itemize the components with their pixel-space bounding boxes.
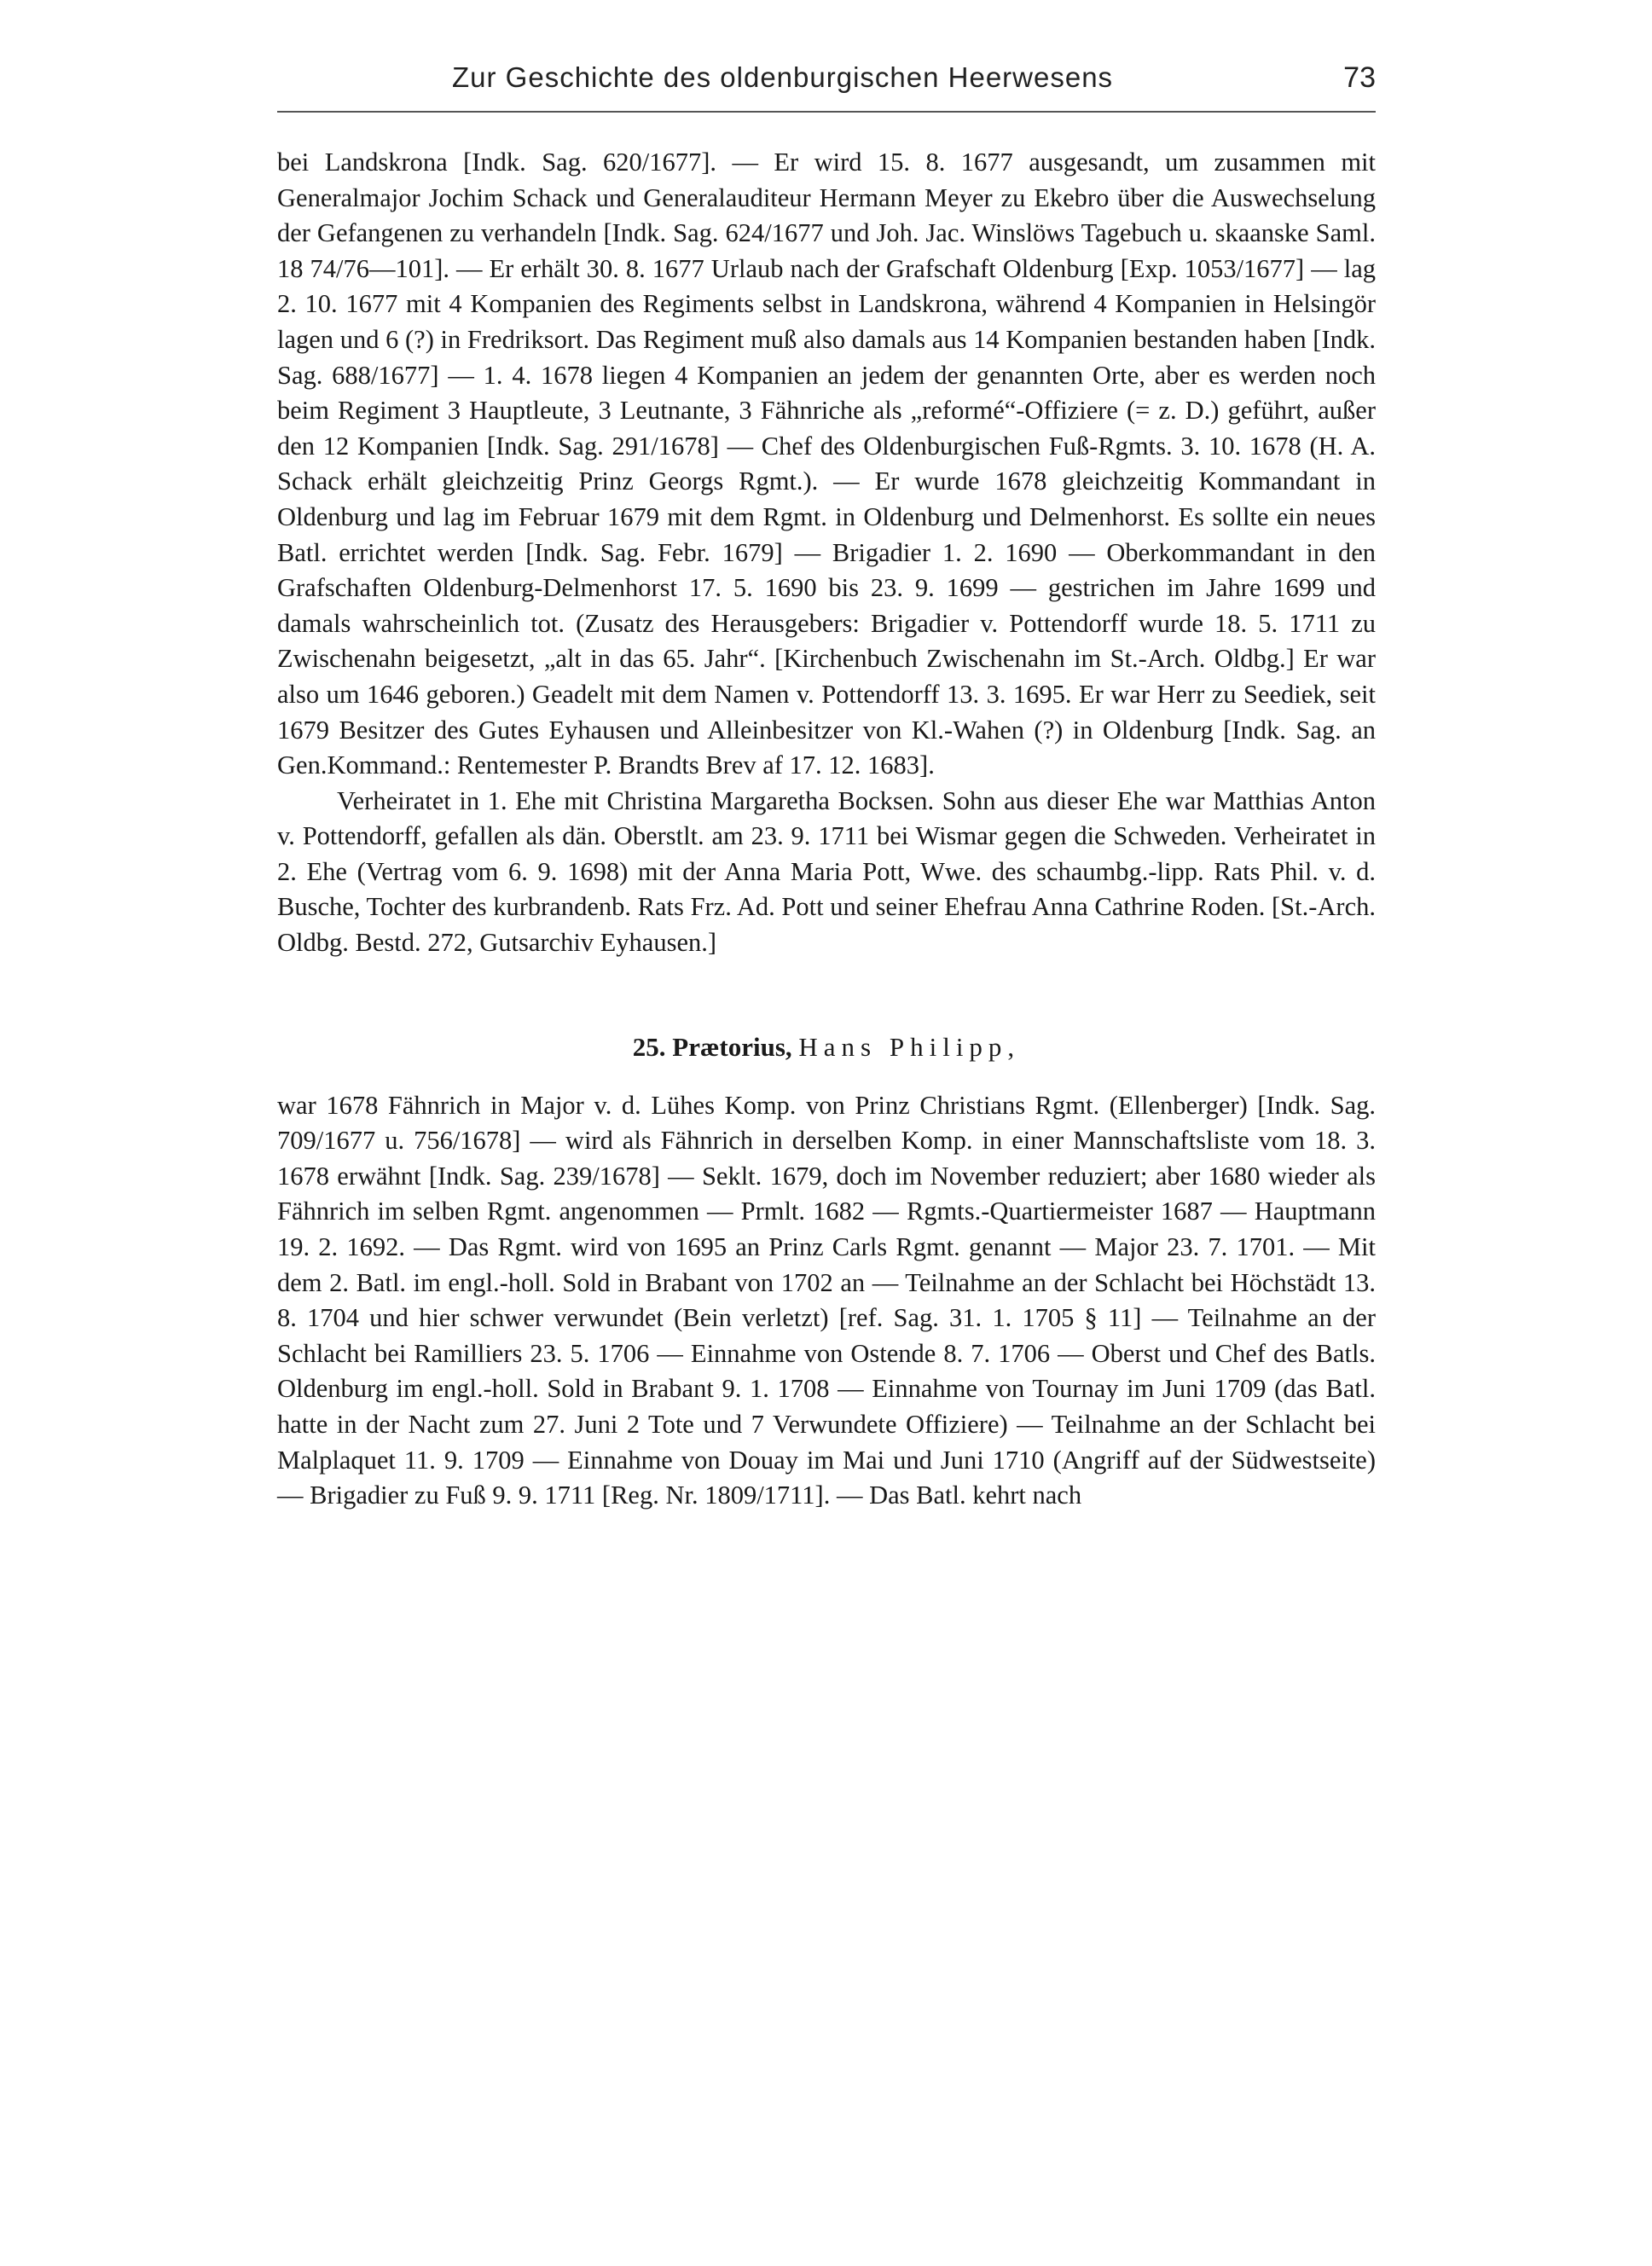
running-title: Zur Geschichte des oldenburgischen Heerwesens bbox=[452, 61, 1114, 93]
section-heading-name: 25. Prætorius, bbox=[632, 1031, 792, 1062]
document-page bbox=[277, 51, 1376, 1514]
running-header bbox=[277, 51, 1376, 113]
paragraph-praetorius-career: war 1678 Fähnrich in Major v. d. Lühes Komp. von Prinz Christians Rgmt. (Ellenberger) [Indk. Sag. 709/1677 u. 756/1678] — wird als Fähnrich in derselben Komp. in einer Mannschaftsliste vom 18. 3. 1678 erwähnt [Indk. Sag. 239/1678] — Seklt. 1679, doch im November reduziert; aber 1680 wieder als Fähnrich im selben Rgmt. angenommen — Prmlt. 1682 — Rgmts.-Quartiermeister 1687 — Hauptmann 19. 2. 1692. — Das Rgmt. wird von 1695 an Prinz Carls Rgmt. genannt — Major 23. 7. 1701. — Mit dem 2. Batl. im engl.-holl. Sold in Brabant von 1702 an — Teilnahme an der Schlacht bei Höchstädt 13. 8. 1704 und hier schwer verwundet (Bein verletzt) [ref. Sag. 31. 1. 1705 § 11] — Teilnahme an der Schlacht bei Ramilliers 23. 5. 1706 — Einnahme von Ostende 8. 7. 1706 — Oberst und Chef des Batls. Oldenburg im engl.-holl. Sold in Brabant 9. 1. 1708 — Einnahme von Tournay im Juni 1709 (das Batl. hatte in der Nacht zum 27. Juni 2 Tote und 7 Verwundete Offiziere) — Teilnahme an der Schlacht bei Malplaquet 11. 9. 1709 — Einnahme von Douay im Mai und Juni 1710 (Angriff auf der Südwestseite) — Brigadier zu Fuß 9. 9. 1711 [Reg. Nr. 1809/1711]. — Das Batl. kehrt nach bbox=[277, 1090, 1376, 1510]
page-number: 73 bbox=[1343, 61, 1376, 94]
section-heading-given-names: Hans Philipp, bbox=[798, 1031, 1021, 1062]
paragraph-pottendorff-career: bei Landskrona [Indk. Sag. 620/1677]. — Er wird 15. 8. 1677 ausgesandt, um zusammen mit Generalmajor Jochim Schack und Generalauditeur Hermann Meyer zu Ekebro über die Auswechselung der Gefangenen zu verhandeln [Indk. Sag. 624/1677 und Joh. Jac. Winslöws Tagebuch u. skaanske Saml. 18 74/76—101]. — Er erhält 30. 8. 1677 Urlaub nach der Grafschaft Oldenburg [Exp. 1053/1677] — lag 2. 10. 1677 mit 4 Kompanien des Regiments selbst in Landskrona, während 4 Kompanien in Helsingör lagen und 6 (?) in Fredriksort. Das Regiment muß also damals aus 14 Kompanien bestanden haben [Indk. Sag. 688/1677] — 1. 4. 1678 liegen 4 Kompanien an jedem der genannten Orte, aber es werden noch beim Regiment 3 Hauptleute, 3 Leutnante, 3 Fähnriche als „reformé“-Offiziere (= z. D.) geführt, außer den 12 Kompanien [Indk. Sag. 291/1678] — Chef des Oldenburgischen Fuß-Rgmts. 3. 10. 1678 (H. A. Schack erhält gleichzeitig Prinz Georgs Rgmt.). — Er wurde 1678 gleichzeitig Kommandant in Oldenburg und lag im Februar 1679 mit dem Rgmt. in Oldenburg und Delmenhorst. Es sollte ein neues Batl. errichtet werden [Indk. Sag. Febr. 1679] — Brigadier 1. 2. 1690 — Oberkommandant in den Grafschaften Oldenburg-Delmenhorst 17. 5. 1690 bis 23. 9. 1699 — gestrichen im Jahre 1699 und damals wahrscheinlich tot. (Zusatz des Herausgebers: Brigadier v. Pottendorff wurde 18. 5. 1711 zu Zwischenahn beigesetzt, „alt in das 65. Jahr“. [Kirchenbuch Zwischenahn im St.-Arch. Oldbg.] Er war also um 1646 geboren.) Geadelt mit dem Namen v. Pottendorff 13. 3. 1695. Er war Herr zu Seediek, seit 1679 Besitzer des Gutes Eyhausen und Alleinbesitzer von Kl.-Wahen (?) in Oldenburg [Indk. Sag. an Gen.Kommand.: Rentemester P. Brandts Brev af 17. 12. 1683]. bbox=[277, 148, 1376, 780]
body-text bbox=[277, 145, 1376, 1514]
section-heading bbox=[277, 1029, 1376, 1064]
paragraph-pottendorff-marriage: Verheiratet in 1. Ehe mit Christina Margaretha Bocksen. Sohn aus dieser Ehe war Matthias Anton v. Pottendorff, gefallen als dän. Oberstlt. am 23. 9. 1711 bei Wismar gegen die Schweden. Verheiratet in 2. Ehe (Vertrag vom 6. 9. 1698) mit der Anna Maria Pott, Wwe. des schaumbg.-lipp. Rats Phil. v. d. Busche, Tochter des kurbrandenb. Rats Frz. Ad. Pott und seiner Ehefrau Anna Cathrine Roden. [St.-Arch. Oldbg. Bestd. 272, Gutsarchiv Eyhausen.] bbox=[277, 785, 1376, 958]
